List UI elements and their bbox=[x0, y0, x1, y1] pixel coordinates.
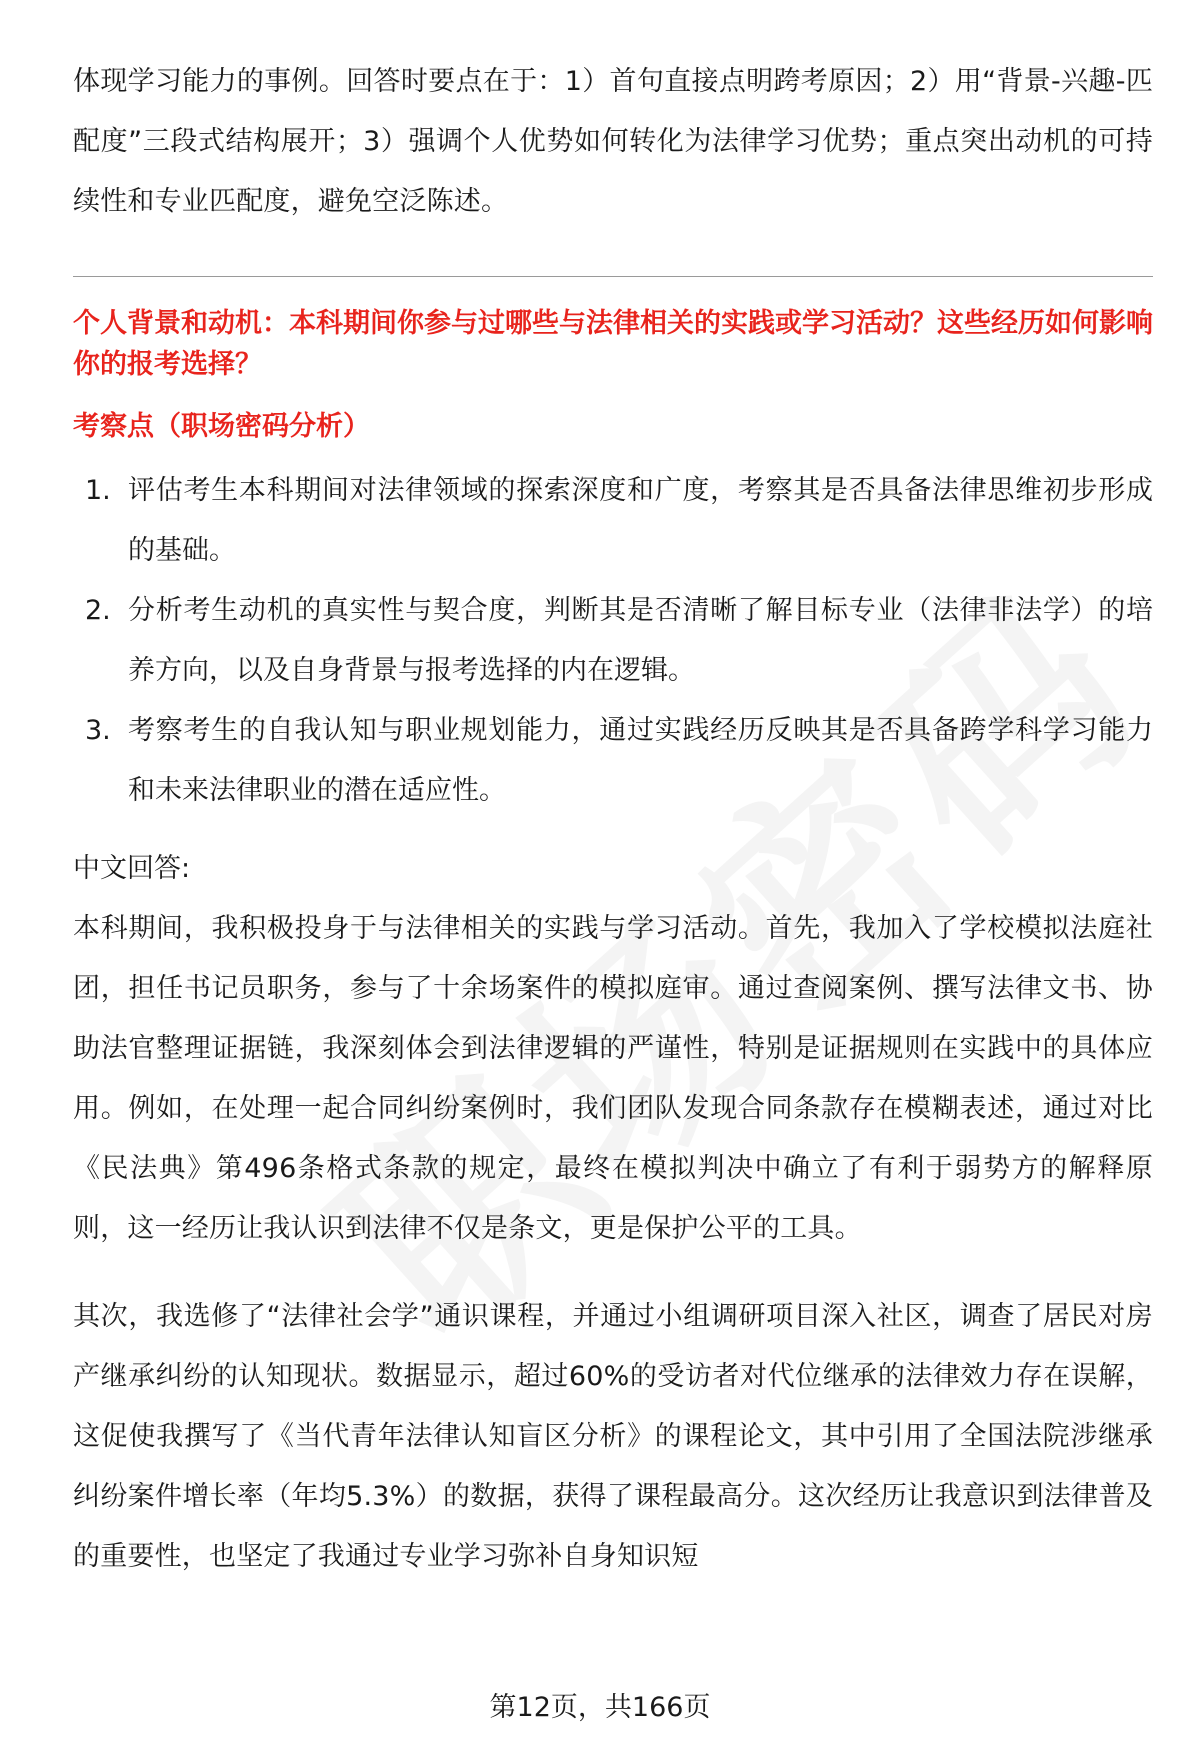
answer-paragraph: 其次，我选修了“法律社会学”通识课程，并通过小组调研项目深入社区，调查了居民对房产继承纠纷的认知现状。数据显示，超过60%的受访者对代位继承的法律效力存在误解，这促使我撰写了《当代青年法律认知盲区分析》的课程论文，其中引用了全国法院涉继承纠纷案件增长率（年均5.3%）的数据，获得了课程最高分。这次经历让我意识到法律普及的重要性，也坚定了我通过专业学习弥补自身知识短 bbox=[73, 1301, 1153, 1572]
list-item-text: 评估考生本科期间对法律领域的探索深度和广度，考察其是否具备法律思维初步形成的基础。 bbox=[128, 475, 1153, 566]
answer-paragraph: 本科期间，我积极投身于与法律相关的实践与学习活动。首先，我加入了学校模拟法庭社团，担任书记员职务，参与了十余场案件的模拟庭审。通过查阅案例、撰写法律文书、协助法官整理证据链，我深刻体会到法律逻辑的严谨性，特别是证据规则在实践中的具体应用。例如，在处理一起合同纠纷案例时，我们团队发现合同条款存在模糊表述，通过对比《民法典》第496条格式条款的规定，最终在模拟判决中确立了有利于弱势方的解释原则，这一经历让我认识到法律不仅是条文，更是保护公平的工具。 bbox=[73, 913, 1153, 1244]
list-number: 2. bbox=[85, 595, 111, 626]
focus-heading: 考察点（职场密码分析） bbox=[73, 411, 370, 442]
list-item bbox=[73, 461, 1153, 581]
list-item bbox=[73, 581, 1153, 701]
answer-label: 中文回答: bbox=[73, 853, 191, 884]
section-divider bbox=[73, 276, 1153, 277]
list-number: 3. bbox=[85, 715, 111, 746]
intro-paragraph: 体现学习能力的事例。回答时要点在于：1）首句直接点明跨考原因；2）用“背景-兴趣-匹配度”三段式结构展开；3）强调个人优势如何转化为法律学习优势；重点突出动机的可持续性和专业匹配度，避免空泛陈述。 bbox=[73, 66, 1153, 217]
list-item-text: 分析考生动机的真实性与契合度，判断其是否清晰了解目标专业（法律非法学）的培养方向，以及自身背景与报考选择的内在逻辑。 bbox=[128, 595, 1153, 686]
document-page bbox=[73, 52, 1153, 1587]
list-item bbox=[73, 701, 1153, 821]
focus-points-list bbox=[73, 461, 1153, 821]
question-heading: 个人背景和动机：本科期间你参与过哪些与法律相关的实践或学习活动？这些经历如何影响你的报考选择？ bbox=[73, 308, 1153, 380]
paragraph-gap bbox=[73, 1259, 1153, 1287]
list-number: 1. bbox=[85, 475, 111, 506]
list-item-text: 考察考生的自我认知与职业规划能力，通过实践经历反映其是否具备跨学科学习能力和未来法律职业的潜在适应性。 bbox=[128, 715, 1153, 806]
page-footer: 第12页，共166页 bbox=[489, 1692, 711, 1723]
